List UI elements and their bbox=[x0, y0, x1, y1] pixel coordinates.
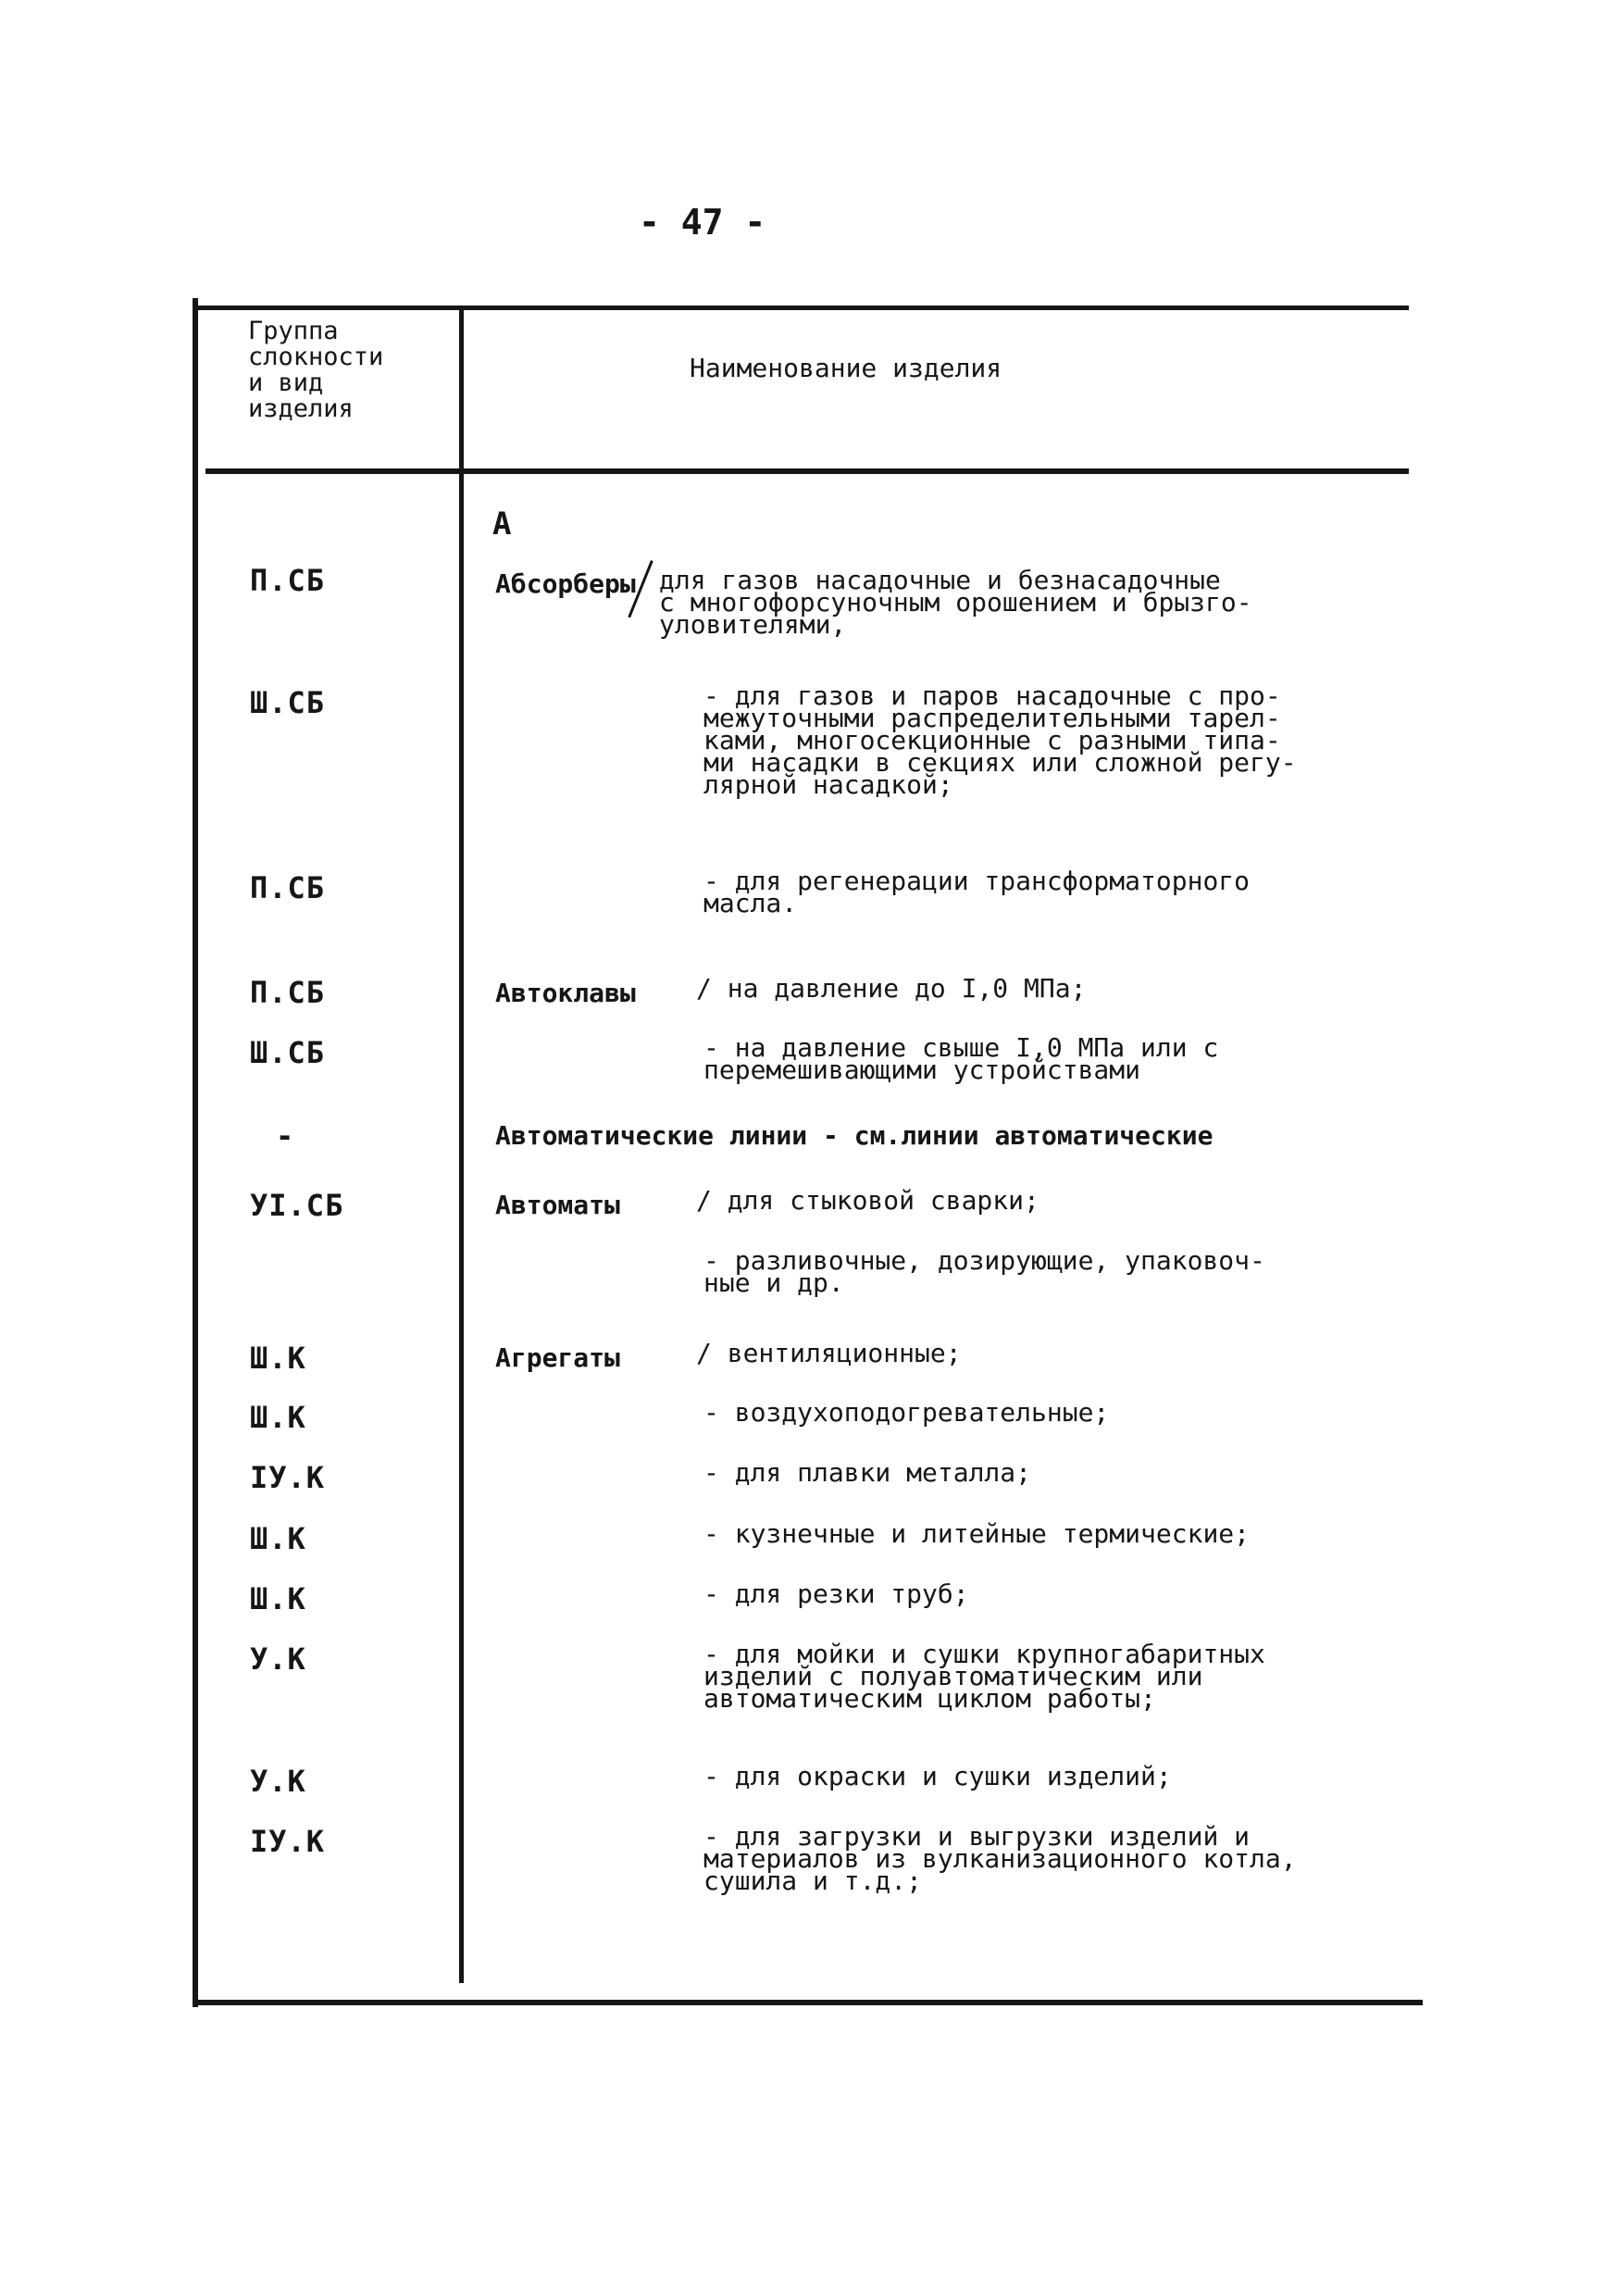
row-term: Автоматы bbox=[495, 1190, 620, 1220]
row-description: - на давление свыше I,0 МПа или с перемешивающими устройствами bbox=[703, 1032, 1219, 1085]
row-description: / на давление до I,0 МПа; bbox=[696, 973, 1087, 1004]
row-code: - bbox=[276, 1118, 295, 1154]
row-description: / вентиляционные; bbox=[696, 1338, 962, 1368]
row-code: УI.СБ bbox=[250, 1188, 344, 1223]
row-description: - для мойки и сушки крупногабаритных изделий с полуавтоматическим или автоматическим циклом работы; bbox=[703, 1639, 1265, 1714]
row-term: Автоклавы bbox=[495, 978, 636, 1008]
row-code: Ш.СБ bbox=[250, 685, 326, 720]
row-description: - разливочные, дозирующие, упаковоч- ные и др. bbox=[703, 1245, 1265, 1298]
row-description: - для загрузки и выгрузки изделий и материалов из вулканизационного котла, сушила и т.д.; bbox=[703, 1821, 1297, 1896]
row-code: П.СБ bbox=[250, 563, 326, 598]
row-description: для газов насадочные и безнасадочные с многофорсуночным орошением и брызго- уловителями, bbox=[659, 565, 1252, 640]
row-description: - воздухоподогревательные; bbox=[703, 1397, 1110, 1428]
row-term: Абсорберы bbox=[495, 568, 636, 599]
row-description: - кузнечные и литейные термические; bbox=[703, 1518, 1251, 1549]
row-description: - для резки труб; bbox=[703, 1578, 969, 1609]
row-code: П.СБ bbox=[250, 975, 326, 1010]
row-description: - для регенерации трансформаторного масла. bbox=[703, 866, 1251, 918]
row-code: Ш.СБ bbox=[250, 1035, 326, 1070]
column-header-name: Наименование изделия bbox=[690, 353, 1002, 383]
page-number: - 47 - bbox=[639, 202, 766, 243]
row-code: П.СБ bbox=[250, 870, 326, 905]
column-header-group: Группа слокности и вид изделия bbox=[248, 317, 384, 423]
row-description: - для плавки металла; bbox=[703, 1457, 1032, 1488]
row-code: IУ.К bbox=[250, 1824, 326, 1859]
table-bottom-rule bbox=[196, 2000, 1423, 2005]
row-code: У.К bbox=[250, 1764, 306, 1799]
row-description: - для окраски и сушки изделий; bbox=[703, 1761, 1172, 1791]
row-description: - для газов и паров насадочные с про- межуточными распределительными тарел- ками, многосекционные с разными типа- ми насадки в секциях или сложной регу- лярной насадкой; bbox=[703, 680, 1297, 800]
table-header-rule bbox=[205, 468, 1409, 474]
row-code: Ш.К bbox=[250, 1521, 306, 1556]
row-code: У.К bbox=[250, 1641, 306, 1677]
row-code: IУ.К bbox=[250, 1460, 326, 1495]
row-term: Агрегаты bbox=[495, 1342, 620, 1373]
table-top-rule bbox=[196, 306, 1409, 310]
table-left-rule bbox=[193, 298, 198, 2007]
row-code: Ш.К bbox=[250, 1581, 306, 1616]
row-code: Ш.К bbox=[250, 1341, 306, 1376]
table-column-divider bbox=[459, 306, 464, 1983]
row-description: / для стыковой сварки; bbox=[696, 1185, 1039, 1216]
row-description: Автоматические линии - см.линии автоматические bbox=[495, 1120, 1214, 1151]
row-code: Ш.К bbox=[250, 1400, 306, 1435]
section-letter: А bbox=[492, 505, 512, 543]
